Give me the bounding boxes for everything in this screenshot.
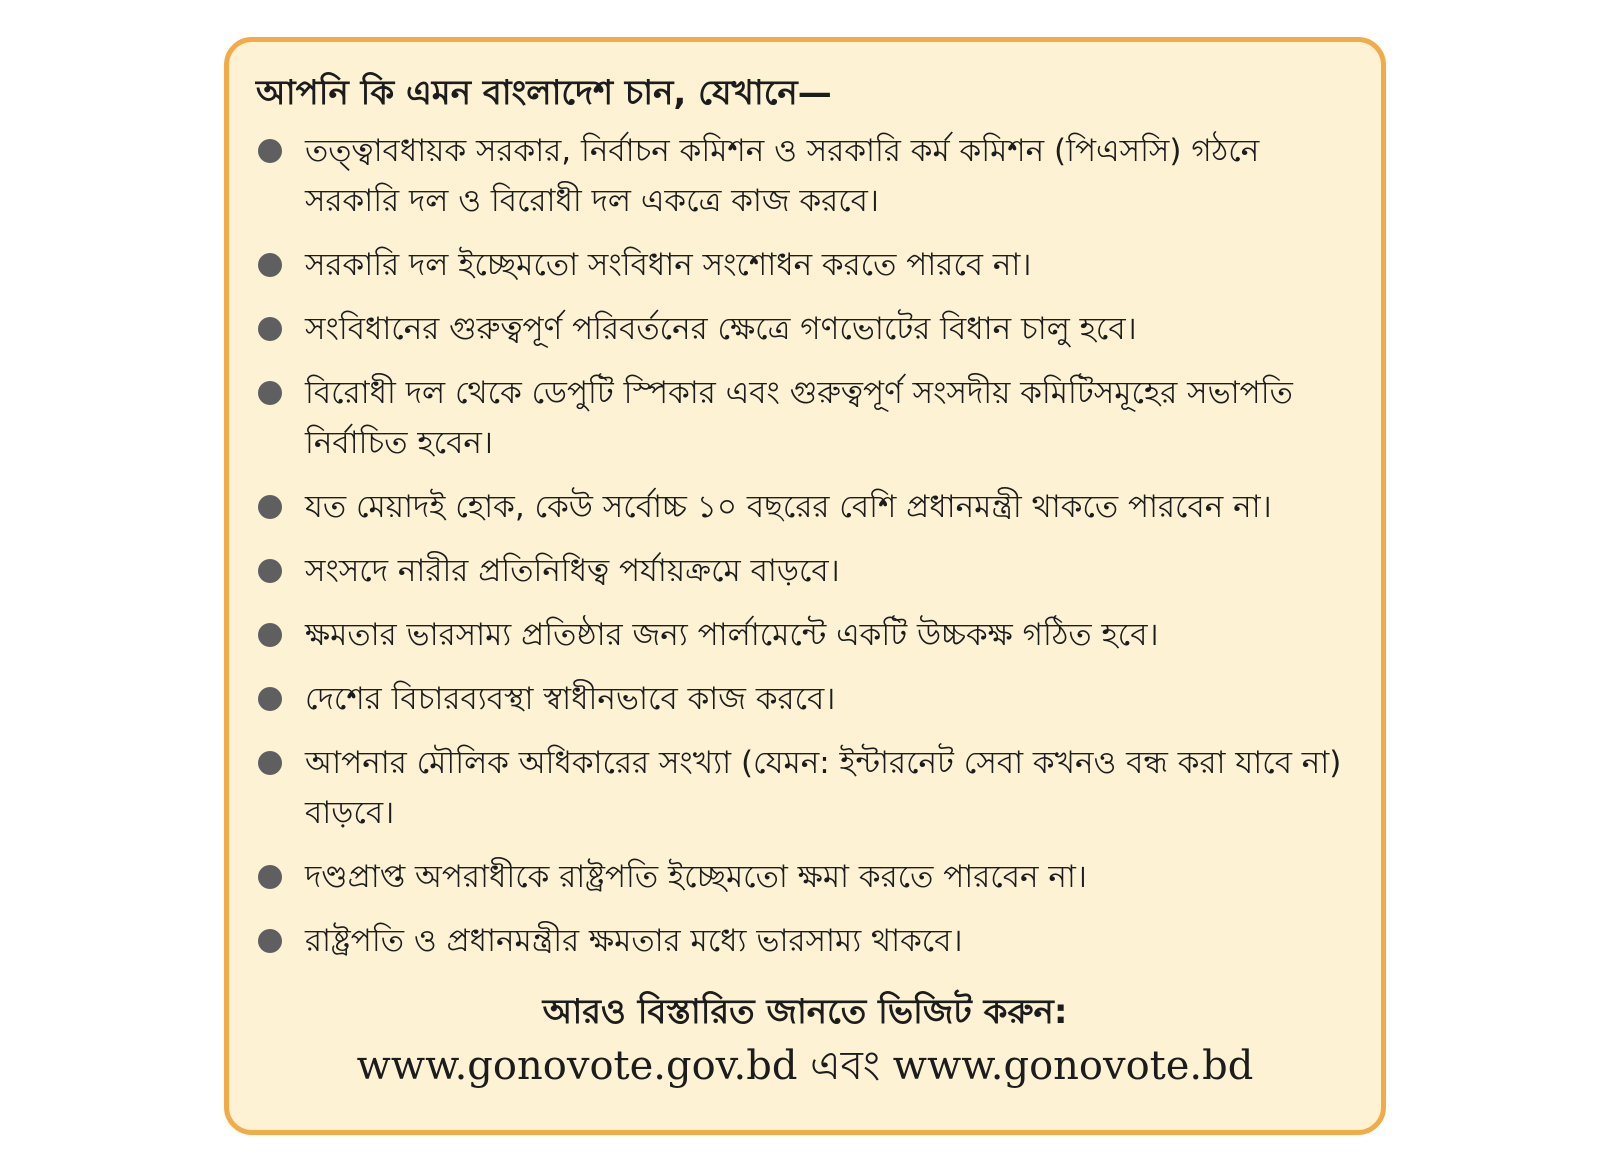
info-card: [224, 37, 1386, 1135]
list-item: [256, 304, 1357, 354]
card-heading: আপনি কি এমন বাংলাদেশ চান, যেখানে—: [256, 73, 832, 113]
list-item-text: তত্ত্বাবধায়ক সরকার, নির্বাচন কমিশন ও সরকারি কর্ম কমিশন (পিএসসি) গঠনে সরকারি দল ও বিরোধী দল একত্রে কাজ করবে।: [305, 133, 1260, 219]
bullet-icon: [258, 253, 282, 277]
list-item-text: আপনার মৌলিক অধিকারের সংখ্যা (যেমন: ইন্টারনেট সেবা কখনও বন্ধ করা যাবে না) বাড়বে।: [305, 745, 1342, 831]
list-item: [256, 674, 1357, 724]
list-item: [256, 482, 1357, 532]
list-item: [256, 852, 1357, 902]
footer-website-links: www.gonovote.gov.bd এবং www.gonovote.bd: [356, 1043, 1254, 1089]
list-item: [256, 738, 1357, 838]
list-item-text: রাষ্ট্রপতি ও প্রধানমন্ত্রীর ক্ষমতার মধ্যে ভারসাম্য থাকবে।: [305, 923, 963, 959]
list-item-text: সংবিধানের গুরুত্বপূর্ণ পরিবর্তনের ক্ষেত্রে গণভোটের বিধান চালু হবে।: [305, 311, 1137, 347]
list-item-text: দণ্ডপ্রাপ্ত অপরাধীকে রাষ্ট্রপতি ইচ্ছেমতো ক্ষমা করতে পারবেন না।: [305, 859, 1087, 895]
list-item: [256, 610, 1357, 660]
bullet-icon: [258, 317, 282, 341]
card-footer: [229, 988, 1381, 1096]
list-item: [256, 368, 1357, 468]
bullet-icon: [258, 929, 282, 953]
list-item-text: সরকারি দল ইচ্ছেমতো সংবিধান সংশোধন করতে পারবে না।: [305, 247, 1032, 283]
bullet-icon: [258, 623, 282, 647]
bullet-icon: [258, 865, 282, 889]
bullet-icon: [258, 687, 282, 711]
bullet-icon: [258, 751, 282, 775]
bullet-icon: [258, 559, 282, 583]
bullet-icon: [258, 139, 282, 163]
list-item: [256, 126, 1357, 226]
footer-prompt: আরও বিস্তারিত জানতে ভিজিট করুন:: [542, 992, 1068, 1032]
list-item: [256, 916, 1357, 966]
points-list: [256, 126, 1357, 966]
list-item-text: দেশের বিচারব্যবস্থা স্বাধীনভাবে কাজ করবে।: [305, 681, 836, 717]
bullet-icon: [258, 381, 282, 405]
list-item: [256, 240, 1357, 290]
list-item: [256, 546, 1357, 596]
list-item-text: বিরোধী দল থেকে ডেপুটি স্পিকার এবং গুরুত্বপূর্ণ সংসদীয় কমিটিসমূহের সভাপতি নির্বাচিত হবেন।: [305, 375, 1293, 461]
list-item-text: সংসদে নারীর প্রতিনিধিত্ব পর্যায়ক্রমে বাড়বে।: [305, 553, 840, 589]
bullet-icon: [258, 495, 282, 519]
list-item-text: ক্ষমতার ভারসাম্য প্রতিষ্ঠার জন্য পার্লামেন্টে একটি উচ্চকক্ষ গঠিত হবে।: [305, 617, 1159, 653]
list-item-text: যত মেয়াদই হোক, কেউ সর্বোচ্চ ১০ বছরের বেশি প্রধানমন্ত্রী থাকতে পারবেন না।: [305, 489, 1272, 525]
